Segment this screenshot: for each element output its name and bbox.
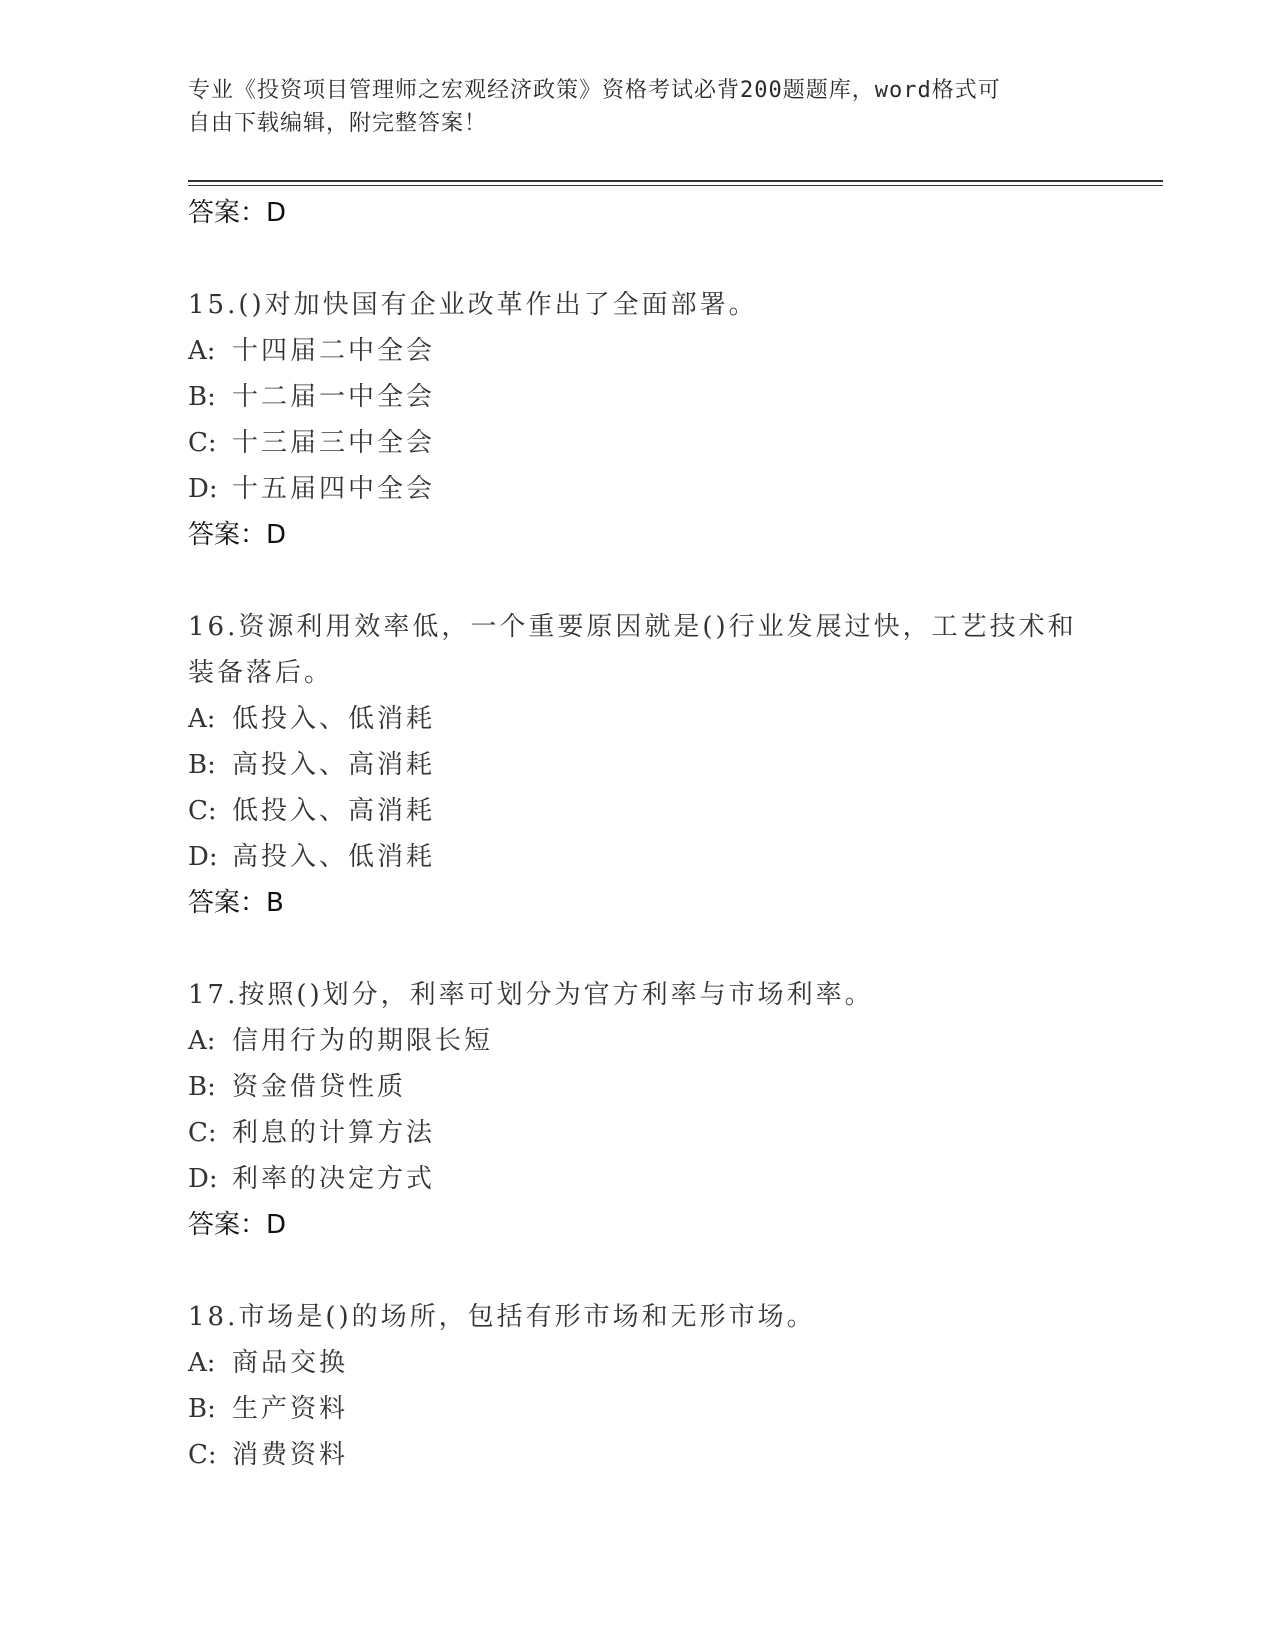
header-title-line-1: 专业《投资项目管理师之宏观经济政策》资格考试必背200题题库，word格式可	[188, 78, 1001, 103]
option-text: 十三届三中全会	[232, 428, 436, 458]
option-label: D:	[188, 1164, 218, 1194]
answer: 答案：D	[188, 1210, 287, 1240]
option-c	[188, 420, 1088, 466]
option-label: D:	[188, 474, 218, 504]
answer-previous: 答案：D	[188, 198, 287, 228]
option-label: A:	[188, 1026, 216, 1056]
option-text: 利息的计算方法	[232, 1118, 436, 1148]
question-18	[188, 1294, 1088, 1478]
option-text: 资金借贷性质	[232, 1072, 407, 1102]
option-text: 生产资料	[232, 1394, 349, 1424]
option-text: 高投入、高消耗	[232, 750, 436, 780]
option-b	[188, 742, 1088, 788]
option-label: D:	[188, 842, 218, 872]
option-a	[188, 328, 1088, 374]
question-15	[188, 282, 1088, 558]
option-text: 十四届二中全会	[232, 336, 436, 366]
option-label: C:	[188, 428, 217, 458]
question-list	[188, 190, 1088, 1478]
option-c	[188, 1110, 1088, 1156]
answer: 答案：B	[188, 888, 284, 918]
option-b	[188, 374, 1088, 420]
option-label: C:	[188, 1440, 217, 1470]
option-label: A:	[188, 336, 216, 366]
option-d	[188, 1156, 1088, 1202]
option-text: 利率的决定方式	[232, 1164, 436, 1194]
option-label: B:	[188, 1072, 216, 1102]
option-text: 低投入、高消耗	[232, 796, 436, 826]
question-16	[188, 604, 1088, 926]
option-a	[188, 1340, 1088, 1386]
question-text: 16.资源利用效率低，一个重要原因就是()行业发展过快，工艺技术和装备落后。	[188, 612, 1077, 688]
option-b	[188, 1386, 1088, 1432]
option-a	[188, 1018, 1088, 1064]
option-b	[188, 1064, 1088, 1110]
answer: 答案：D	[188, 520, 287, 550]
option-text: 消费资料	[232, 1440, 349, 1470]
option-label: A:	[188, 1348, 216, 1378]
option-text: 十二届一中全会	[232, 382, 436, 412]
option-label: B:	[188, 1394, 216, 1424]
option-label: C:	[188, 1118, 217, 1148]
option-text: 十五届四中全会	[232, 474, 436, 504]
option-d	[188, 834, 1088, 880]
option-text: 低投入、低消耗	[232, 704, 436, 734]
question-text: 15.()对加快国有企业改革作出了全面部署。	[188, 290, 758, 320]
option-label: A:	[188, 704, 216, 734]
option-label: B:	[188, 750, 216, 780]
header-title-line-2: 自由下载编辑，附完整答案！	[188, 111, 488, 136]
header-divider-thin	[188, 185, 1163, 186]
option-label: C:	[188, 796, 217, 826]
question-text: 18.市场是()的场所，包括有形市场和无形市场。	[188, 1302, 816, 1332]
option-text: 商品交换	[232, 1348, 349, 1378]
document-header	[188, 74, 1088, 140]
option-label: B:	[188, 382, 216, 412]
option-c	[188, 1432, 1088, 1478]
question-17	[188, 972, 1088, 1248]
question-text: 17.按照()划分，利率可划分为官方利率与市场利率。	[188, 980, 874, 1010]
option-text: 高投入、低消耗	[232, 842, 436, 872]
header-divider-thick	[188, 180, 1163, 182]
option-text: 信用行为的期限长短	[232, 1026, 494, 1056]
option-c	[188, 788, 1088, 834]
option-a	[188, 696, 1088, 742]
option-d	[188, 466, 1088, 512]
